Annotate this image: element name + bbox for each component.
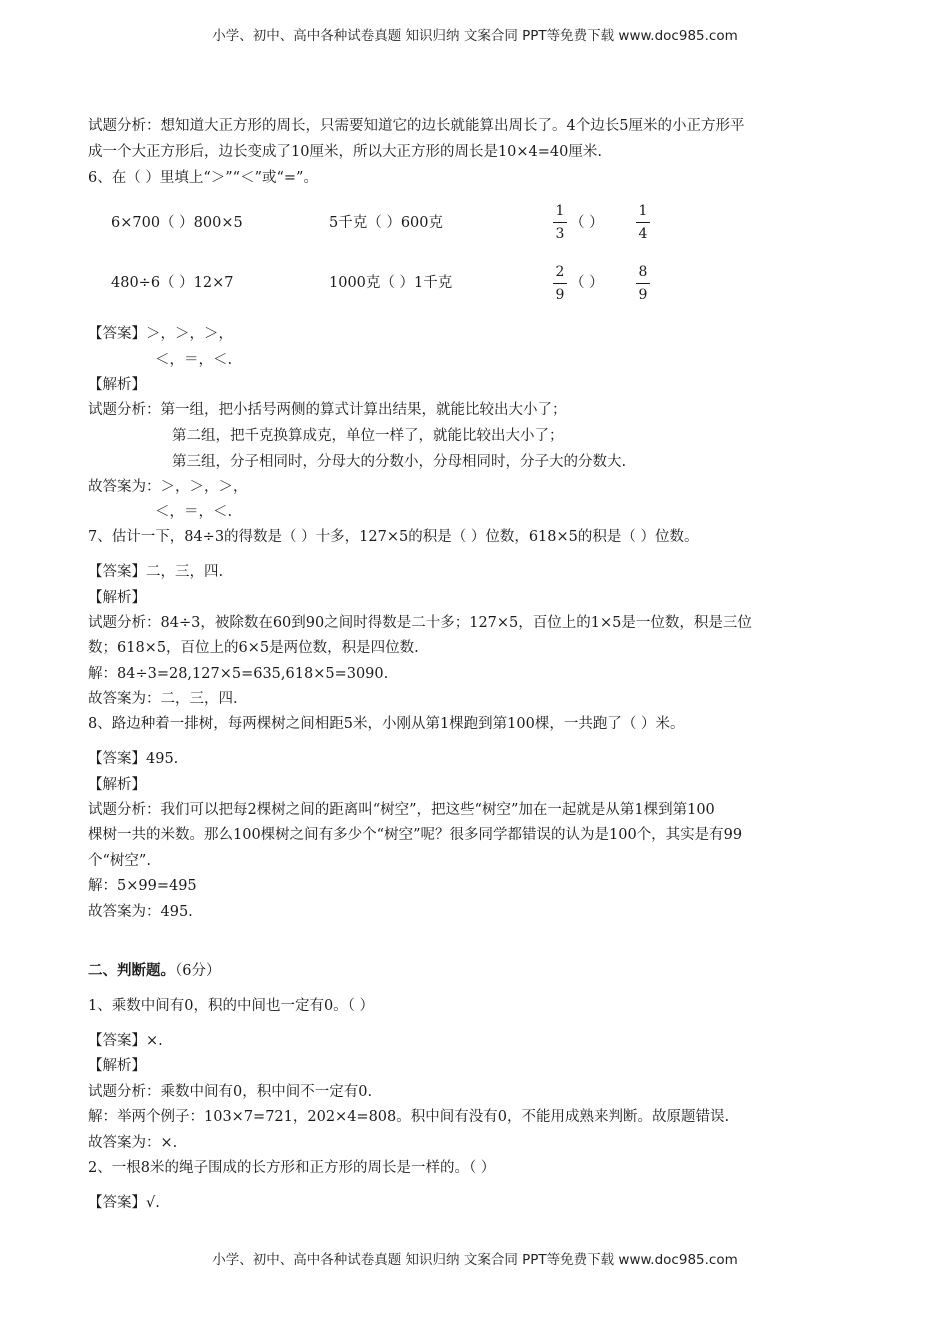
explanation-8-label: 【解析】 xyxy=(88,777,146,793)
fraction-numerator: 1 xyxy=(555,203,565,219)
fraction-bar xyxy=(553,222,567,223)
answer-6-line-2: ＜，＝，＜. xyxy=(155,352,233,368)
fraction-numerator: 2 xyxy=(555,264,565,280)
explanation-7-line-3: 解：84÷3=28,127×5=635,618×5=3090. xyxy=(88,666,389,682)
explanation-6-line-5: ＜，＝，＜. xyxy=(155,504,233,520)
page-footer: 小学、初中、高中各种试卷真题 知识归纳 文案合同 PPT等免费下载 www.doc985.com xyxy=(212,1252,738,1268)
analysis-line-1: 试题分析：想知道大正方形的周长，只需要知道它的边长就能算出周长了。4个边长5厘米的小正方形平 xyxy=(88,118,745,134)
fraction-2-9 xyxy=(553,264,567,304)
judge-explanation-1-line-2: 解：举两个例子：103×7=721，202×4=808。积中间有没有0，不能用成熟来判断。故原题错误. xyxy=(88,1109,730,1125)
compare-paren-2: （ ） xyxy=(570,275,604,291)
fraction-denominator: 4 xyxy=(638,226,648,242)
compare-row2-col2: 1000克（ ）1千克 xyxy=(329,275,453,291)
question-6: 6、在（ ）里填上“＞”“＜”或“=”。 xyxy=(88,170,318,186)
compare-row1-col2: 5千克（ ）600克 xyxy=(329,215,444,231)
fraction-bar xyxy=(636,222,650,223)
explanation-7-label: 【解析】 xyxy=(88,590,146,606)
explanation-7-line-2: 数；618×5，百位上的6×5是两位数，积是四位数. xyxy=(88,640,419,656)
compare-row1-col1: 6×700（ ）800×5 xyxy=(111,215,243,231)
explanation-6-line-1: 试题分析：第一组，把小括号两侧的算式计算出结果，就能比较出大小了； xyxy=(88,402,567,418)
explanation-6-line-3: 第三组，分子相同时，分母大的分数小，分母相同时，分子大的分数大. xyxy=(172,454,627,470)
judge-question-1: 1、乘数中间有0，积的中间也一定有0。（ ） xyxy=(88,998,375,1014)
fraction-numerator: 1 xyxy=(638,203,648,219)
fraction-8-9 xyxy=(636,264,650,304)
fraction-denominator: 9 xyxy=(638,287,648,303)
judge-answer-2: 【答案】√. xyxy=(88,1195,160,1211)
page-header: 小学、初中、高中各种试卷真题 知识归纳 文案合同 PPT等免费下载 www.doc985.com xyxy=(212,28,738,44)
compare-paren-1: （ ） xyxy=(570,215,604,231)
explanation-8-line-5: 故答案为：495. xyxy=(88,904,193,920)
section-2-heading: 二、判断题。 xyxy=(88,962,175,979)
fraction-numerator: 8 xyxy=(638,264,648,280)
explanation-6-line-2: 第二组，把千克换算成克，单位一样了，就能比较出大小了； xyxy=(172,428,564,444)
explanation-7-line-1: 试题分析：84÷3，被除数在60到90之间时得数是二十多；127×5，百位上的1×5是一位数，积是三位 xyxy=(88,615,752,631)
explanation-8-line-4: 解：5×99=495 xyxy=(88,878,197,894)
judge-explanation-1-line-1: 试题分析：乘数中间有0，积中间不一定有0. xyxy=(88,1084,373,1100)
section-2-title xyxy=(88,961,220,981)
question-8: 8、路边种着一排树，每两棵树之间相距5米，小刚从第1棵跑到第100棵，一共跑了（ ）米。 xyxy=(88,716,685,732)
analysis-line-2: 成一个大正方形后，边长变成了10厘米，所以大正方形的周长是10×4=40厘米. xyxy=(88,144,602,160)
explanation-6-label: 【解析】 xyxy=(88,377,146,393)
compare-row2-col1: 480÷6（ ）12×7 xyxy=(111,275,234,291)
fraction-1-4 xyxy=(636,203,650,243)
section-2-score: （6分） xyxy=(175,963,221,979)
judge-explanation-1-label: 【解析】 xyxy=(88,1058,146,1074)
question-7: 7、估计一下，84÷3的得数是（ ）十多，127×5的积是（ ）位数，618×5的积是（ ）位数。 xyxy=(88,529,699,545)
explanation-8-line-2: 棵树一共的米数。那么100棵树之间有多少个“树空”呢？很多同学都错误的认为是100个，其实是有99 xyxy=(88,827,743,843)
explanation-8-line-3: 个“树空”. xyxy=(88,853,151,869)
fraction-bar xyxy=(636,283,650,284)
fraction-denominator: 9 xyxy=(555,287,565,303)
fraction-denominator: 3 xyxy=(555,226,565,242)
fraction-bar xyxy=(553,283,567,284)
judge-question-2: 2、一根8米的绳子围成的长方形和正方形的周长是一样的。（ ） xyxy=(88,1160,496,1176)
answer-7: 【答案】二，三，四. xyxy=(88,564,224,580)
explanation-6-line-4: 故答案为：＞，＞，＞， xyxy=(88,479,248,495)
explanation-8-line-1: 试题分析：我们可以把每2棵树之间的距离叫“树空”，把这些“树空”加在一起就是从第1棵到第100 xyxy=(88,802,715,818)
answer-8: 【答案】495. xyxy=(88,751,179,767)
judge-explanation-1-line-3: 故答案为：×. xyxy=(88,1135,178,1151)
explanation-7-line-4: 故答案为：二，三，四. xyxy=(88,691,238,707)
answer-6-line-1: 【答案】＞，＞，＞， xyxy=(88,326,233,342)
fraction-1-3 xyxy=(553,203,567,243)
judge-answer-1: 【答案】×. xyxy=(88,1033,163,1049)
